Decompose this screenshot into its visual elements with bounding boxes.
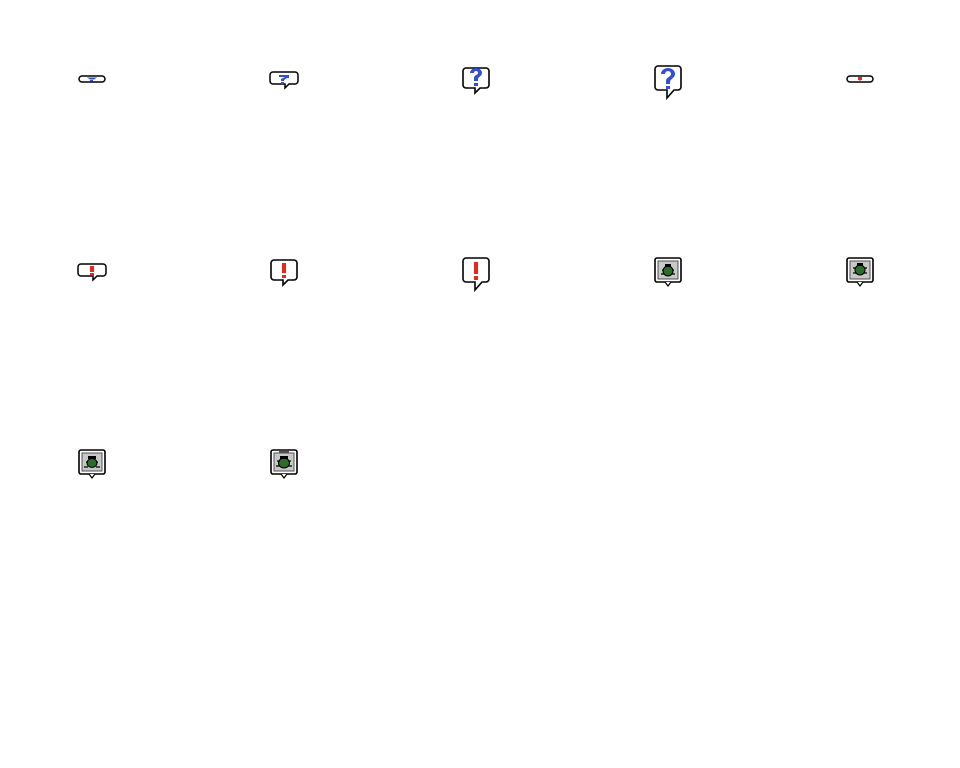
question-bubble-icon [648, 58, 688, 102]
question-bubble-icon [264, 58, 304, 102]
alert-bubble-icon [840, 58, 880, 102]
bug-monitor-frame-4 [264, 442, 304, 486]
bug-icon [648, 250, 688, 294]
alert-bubble-frame-2 [72, 250, 112, 294]
alert-bubble-icon [72, 250, 112, 294]
question-bubble-frame-1 [72, 58, 112, 102]
alert-bubble-icon [456, 250, 496, 294]
bug-icon [264, 442, 304, 486]
question-bubble-icon [456, 58, 496, 102]
question-bubble-frame-3 [456, 58, 496, 102]
bug-monitor-frame-2 [840, 250, 880, 294]
bug-monitor-frame-3 [72, 442, 112, 486]
alert-bubble-frame-3 [264, 250, 304, 294]
alert-bubble-frame-1 [840, 58, 880, 102]
alert-bubble-icon [264, 250, 304, 294]
bug-icon [72, 442, 112, 486]
bug-icon [840, 250, 880, 294]
question-bubble-icon [72, 58, 112, 102]
bug-monitor-frame-1 [648, 250, 688, 294]
question-bubble-frame-2 [264, 58, 304, 102]
question-bubble-frame-4 [648, 58, 688, 102]
alert-bubble-frame-4 [456, 250, 496, 294]
